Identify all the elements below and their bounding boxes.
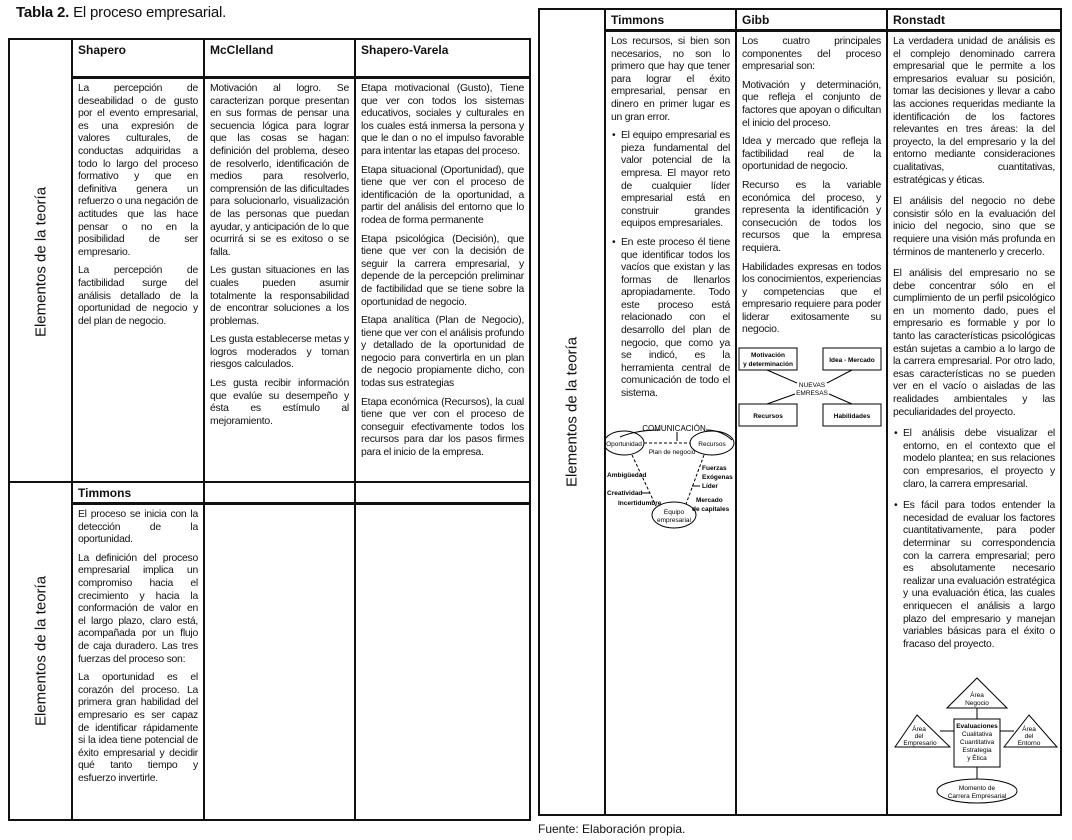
label-area: Área — [1022, 726, 1036, 733]
paragraph: Los recursos, si bien son necesarios, no son lo primero que hay que tener para lograr el éxito empresarial, pensar en dinero en primer lugar es un gran error. — [611, 36, 730, 123]
label-comunicacion: COMUNICACIÓN — [642, 424, 706, 433]
mcclelland-body — [205, 80, 354, 437]
empty-header — [205, 483, 354, 505]
paragraph: Etapa motivacional (Gusto), Tiene que ver con todos los sistemas educativos, sociales y culturales en los cuales está inmersa la persona y que le dan o no el impulso favorable para intentar las etapas del proceso. — [361, 83, 524, 157]
paragraph: Idea y mercado que refleja la factibilidad real de la oportunidad de negocio. — [742, 136, 881, 173]
label-ambiguedad: Ambigüedad — [607, 472, 647, 479]
col-gibb — [737, 10, 888, 814]
bullet-item: • El equipo empresarial es pieza fundamental del valor potencial de la empresa. El mayor reto de cualquier líder empresarial está en construir grandes equipos empresariales. — [621, 130, 730, 231]
paragraph: Los cuatro principales componentes del proceso empresarial son: — [742, 36, 881, 73]
label-creatividad: Creatividad — [607, 490, 643, 497]
col-shapero — [73, 40, 205, 483]
label-del: del — [1024, 733, 1034, 740]
paragraph: La percepción de factibilidad surge del análisis detallado de la oportunidad de negocio y del plan de negocio. — [78, 265, 198, 327]
paragraph: Habilidades expresas en todos los conocimientos, experiencias y competencias que el empresario requiere para poder liderar exitosamente su negocio. — [742, 261, 881, 336]
paragraph: La oportunidad es el corazón del proceso. La primera gran habilidad del empresario es ser capaz de identificar rápidamente si la idea tiene potencial de éxito empresarial y decidir qué tanto tiempo y esfuerzo invertirle. — [78, 672, 198, 784]
side-label-top — [10, 40, 73, 483]
label-incertidumbre: Incertidumbre — [618, 500, 662, 507]
paragraph: Motivación y determinación, que refleja el conjunto de factores que apoyan o dificultan el inicio del proceso. — [742, 79, 881, 129]
header-timmons: Timmons — [606, 10, 735, 32]
source-note: Fuente: Elaboración propia. — [538, 822, 686, 836]
shapero-varela-body — [356, 80, 529, 469]
header-shapero-varela: Shapero-Varela — [356, 40, 529, 79]
left-table — [8, 38, 531, 821]
arrow — [829, 394, 852, 404]
paragraph: Etapa situacional (Oportunidad), que tiene que ver con el proceso de identificación de la oportunidad, a partir del análisis del entorno que lo rodea de forma permanente — [361, 164, 524, 226]
label-momento: Momento de — [958, 785, 996, 792]
side-label-bottom — [10, 483, 73, 819]
paragraph: Les gusta establecerse metas y logros moderados y toman riesgos calculados. — [210, 334, 349, 371]
arrow — [767, 394, 795, 404]
header-gibb: Gibb — [737, 10, 886, 32]
side-label-text: Elementos de la teoría — [563, 336, 581, 488]
label-cualitativa: Cualitativa — [961, 731, 993, 738]
paragraph: Etapa psicológica (Decisión), que tiene que ver con la decisión de seguir la carrera empresarial, y depende de la percepción preliminar de factibilidad que se tiene sobre la oportunidad de negocio. — [361, 233, 524, 308]
label-fuerzas: Exógenas — [702, 474, 733, 481]
label-area: Área — [912, 726, 926, 733]
paragraph: Motivación al logro. Se caracterizan porque presentan en sus formas de pensar una secuencia lógica para lograr que las cosas se hagan: definición del problema, deseo de resolverlo, identificación de medios para resolverlo, comprensión de las dificultades para solucionarlo, visualización de las personas que puedan ayudar, y anticipación de lo que ocurrirá si se es exitoso o se falla. — [210, 83, 349, 258]
col-ronstadt — [888, 10, 1060, 814]
empty-header — [356, 483, 529, 505]
label-equipo: empresarial — [657, 517, 691, 524]
paragraph: Etapa analítica (Plan de Negocio), tiene que ver con el análisis profundo y detallado de la oportunidad de negocio para convertirla en un plan de negocio propiamente dicho, con todas sus estrategias — [361, 315, 524, 390]
header-mcclelland: McClelland — [205, 40, 354, 79]
label-del: del — [914, 733, 924, 740]
label-mercado: Mercado — [696, 497, 723, 504]
timmons-left-body — [73, 506, 203, 794]
label-empresas: EMRESAS — [796, 390, 828, 397]
header-timmons-left: Timmons — [73, 483, 203, 505]
arrow — [767, 370, 797, 383]
label-fuerzas: Fuerzas — [702, 465, 727, 472]
paragraph: Les gustan situaciones en las cuales pueden asumir totalmente la responsabilidad de encontrar soluciones a los problemas. — [210, 265, 349, 327]
caption-title: El proceso empresarial. — [69, 4, 227, 21]
label-carrera: Carrera Empresarial — [947, 793, 1007, 800]
paragraph: Etapa económica (Recursos), la cual tiene que ver con el proceso de conseguir efectivamente todos los recursos para dar los pasos firmes para el inicio de la empresa. — [361, 396, 524, 459]
table-caption — [16, 4, 226, 21]
arrow — [827, 370, 852, 383]
label-recursos: Recursos — [698, 441, 726, 448]
gibb-diagram — [737, 345, 886, 430]
caption-label: Tabla 2. — [16, 4, 70, 21]
paragraph: La definición del proceso empresarial implica un compromiso hacia el crecimiento y hacia la conformación de valor en el largo plazo, claro está, acompañada por un flujo de caja duradero. Las tres fuerzas del proceso son: — [78, 552, 198, 665]
header-shapero: Shapero — [73, 40, 203, 79]
bullet-item: • Es fácil para todos entender la necesidad de evaluar los factores cuantitativamente, para poder determinar su correspondencia con la carrera empresarial; pero es absolutamente necesario realizar una evaluación estratégica y una evaluación ética, las cuales enriquecen el análisis a largo plazo del empresario y manejan variables básicas para el éxito o fracaso del proyecto. — [903, 500, 1055, 651]
label-lider: Líder — [702, 483, 718, 490]
side-label-text: Elementos de la teoría — [32, 186, 49, 337]
col-timmons — [606, 10, 737, 814]
col-empty-2 — [356, 483, 529, 819]
label-motivacion: Motivación — [751, 352, 785, 359]
label-motivacion: y determinación — [743, 361, 793, 368]
paragraph: El análisis del empresario no se debe concentrar sólo en el cumplimiento de un perfil psicológico en un momento dado, pues el empresario es formable y por lo tanto las características psicológicas están sujetas a cambio a lo largo de la carrera empresarial. Por otro lado, esas características no se pueden ver en el vacío o aisladas de las realidades ambientales y las peculiaridades del proyecto. — [893, 268, 1055, 418]
col-shapero-varela — [356, 40, 529, 483]
shapero-body — [73, 80, 203, 337]
label-evaluaciones: Evaluaciones — [956, 723, 998, 730]
side-label-text: Elementos de la teoría — [32, 575, 49, 727]
gibb-body — [737, 33, 886, 346]
label-etica: y Ética — [967, 755, 987, 762]
bullet-item: • El análisis debe visualizar el entorno, en el contexto que el modelo plantea; en sus relaciones con empresarios, el proyecto y claro, la carrera empresarial. — [903, 428, 1055, 491]
paragraph: Recurso es la variable económica del proceso, y representa la identificación y consecución de todos los recursos que la empresa requiera. — [742, 179, 881, 254]
col-timmons-left — [73, 483, 205, 819]
col-mcclelland — [205, 40, 356, 483]
label-estrategia: Estrategia — [962, 747, 992, 754]
timmons-bullets — [611, 130, 730, 400]
dashed-link — [632, 455, 656, 506]
paragraph: El proceso se inicia con la detección de la oportunidad. — [78, 509, 198, 546]
ronstadt-bullets — [893, 428, 1055, 651]
label-nuevas: NUEVAS — [798, 382, 826, 389]
label-equipo: Equipo — [663, 509, 685, 516]
ronstadt-body — [888, 33, 1060, 660]
timmons-body — [606, 33, 735, 410]
label-recursos: Recursos — [753, 413, 783, 420]
label-oportunidad: Oportunidad — [606, 441, 642, 448]
paragraph: La percepción de deseabilidad o de gusto por el evento empresarial, es una expresión de valores culturales, de conductas adquiridas a todo lo largo del proceso formativo y que en definitiva genera un refuerzo o una negación de actitudes que las hace pensar o no en la posibilidad de ser empresario. — [78, 83, 199, 258]
label-area: Área — [970, 692, 984, 699]
header-ronstadt: Ronstadt — [888, 10, 1060, 32]
right-table — [538, 8, 1062, 816]
col-empty-1 — [205, 483, 356, 819]
bullet-item: • En este proceso él tiene que identificar todos los vacíos que existan y las formas de llenarlos apropiadamente. Todo este proceso está relacionado con el desarrollo del plan de negocio, que como ya se indicó, es la herramienta central de comunicación de todo el sistema. — [621, 237, 730, 401]
paragraph: El análisis del negocio no debe consistir sólo en la evaluación del inicio del negocio, sino que se requiere una visión más profunda en términos de mantenerlo y crecerlo. — [893, 196, 1055, 258]
label-empresario: Empresario — [903, 740, 937, 747]
label-cuantitativa: Cuantitativa — [959, 739, 995, 746]
paragraph: Les gusta recibir información que evalúe su desempeño y ésta es estímulo al mejoramiento. — [210, 378, 349, 427]
paragraph: La verdadera unidad de análisis es el complejo denominado carrera empresarial que le permite a los empresarios evaluar su posición, tomar las decisiones y llevar a cabo las acciones requeridas mediante la identificación de los factores relevantes en tres áreas: la del proyecto, la del empresario y la del entorno mediante consideraciones cualitativas, cuantitativas, estratégicas y éticas. — [893, 36, 1055, 186]
label-habilidades: Habilidades — [833, 413, 871, 420]
label-idea: Idea - Mercado — [829, 357, 875, 364]
label-plan: Plan de negocio — [648, 449, 696, 456]
timmons-diagram — [606, 420, 737, 532]
label-negocio: Negocio — [965, 700, 989, 707]
ronstadt-diagram — [892, 675, 1062, 805]
side-label-right — [540, 10, 606, 814]
label-mercado: de capitales — [692, 506, 730, 513]
label-entorno: Entorno — [1017, 740, 1041, 747]
